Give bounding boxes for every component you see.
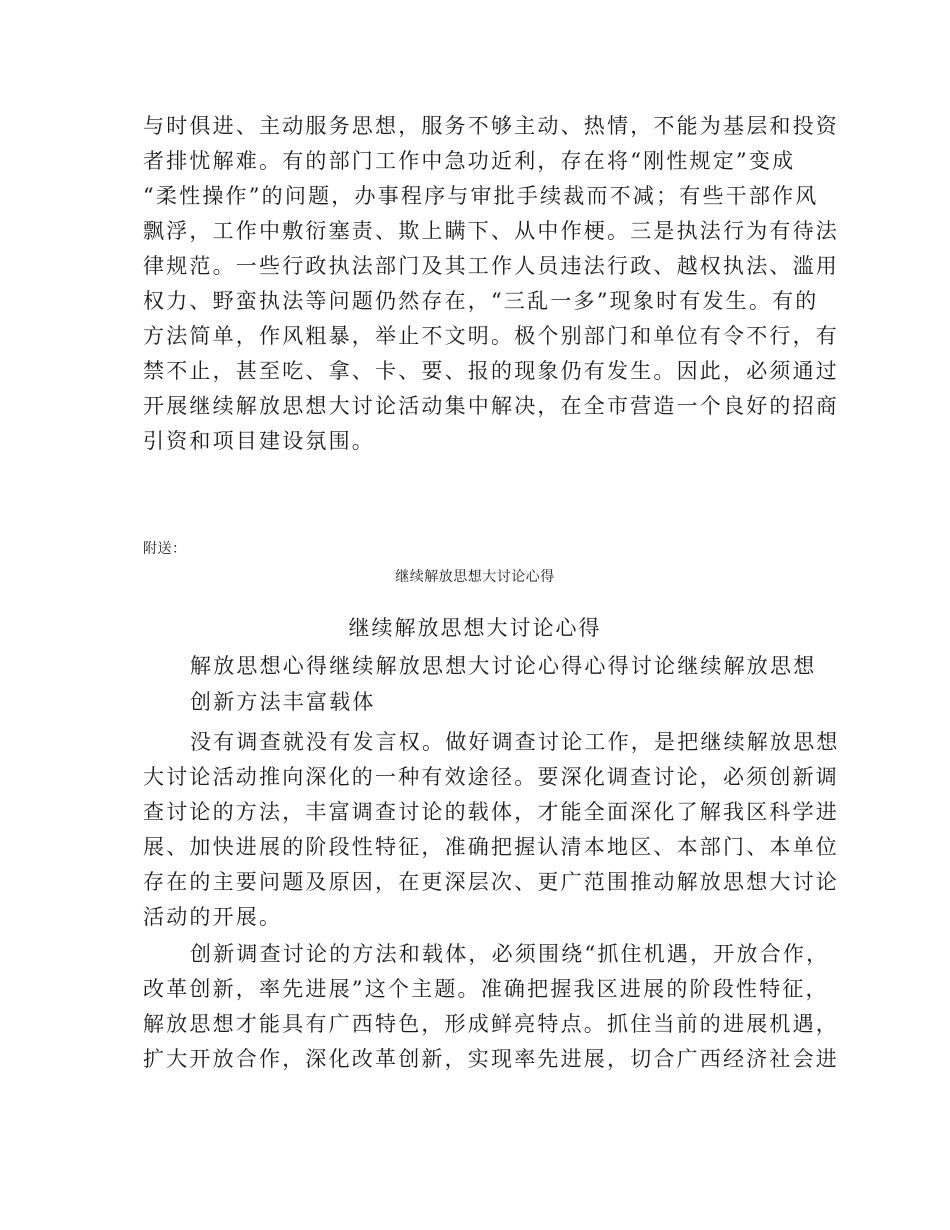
attachment-small-title: 继续解放思想大讨论心得	[395, 569, 555, 585]
top-paragraph-line: 禁不止，甚至吃、拿、卡、要、报的现象仍有发生。因此，必须通过	[143, 359, 839, 383]
paragraph2-line: 扩大开放合作，深化改革创新，实现率先进展，切合广西经济社会进	[143, 1047, 839, 1071]
top-paragraph-line: 飘浮，工作中敷衍塞责、欺上瞒下、从中作梗。三是执法行为有待法	[143, 219, 839, 243]
paragraph1-line: 存在的主要问题及原因，在更深层次、更广范围推动解放思想大讨论	[143, 870, 839, 894]
article-title: 继续解放思想大讨论心得	[348, 616, 602, 640]
top-paragraph-line: “柔性操作”的问题，办事程序与审批手续裁而不减；有些干部作风	[143, 184, 819, 208]
paragraph2-line: 解放思想才能具有广西特色，形成鲜亮特点。抓住当前的进展机遇，	[143, 1012, 839, 1036]
keywords-line: 创新方法丰富载体	[190, 690, 376, 714]
paragraph1-line: 展、加快进展的阶段性特征，准确把握认清本地区、本部门、本单位	[143, 835, 839, 859]
top-paragraph-line: 律规范。一些行政执法部门及其工作人员违法行政、越权执法、滥用	[143, 254, 839, 278]
top-paragraph-line: 引资和项目建设氛围。	[143, 429, 375, 453]
top-paragraph-line: 权力、野蛮执法等问题仍然存在，“三乱一多”现象时有发生。有的	[143, 289, 819, 313]
keywords-line: 解放思想心得继续解放思想大讨论心得心得讨论继续解放思想	[190, 654, 817, 678]
top-paragraph-line: 者排忧解难。有的部门工作中急功近利，存在将“刚性规定”变成	[143, 149, 796, 173]
paragraph1-line: 活动的开展。	[143, 905, 283, 929]
attachment-label: 附送：	[143, 541, 187, 557]
paragraph2-line: 改革创新，率先进展”这个主题。准确把握我区进展的阶段性特征，	[143, 977, 829, 1001]
paragraph1-line: 大讨论活动推向深化的一种有效途径。要深化调查讨论，必须创新调	[143, 765, 839, 789]
top-paragraph-line: 方法简单，作风粗暴，举止不文明。极个别部门和单位有令不行，有	[143, 324, 839, 348]
paragraph2-line: 创新调查讨论的方法和载体，必须围绕“抓住机遇，开放合作，	[190, 942, 830, 966]
paragraph1-line: 没有调查就没有发言权。做好调查讨论工作，是把继续解放思想	[190, 730, 840, 754]
paragraph1-line: 查讨论的方法，丰富调查讨论的载体，才能全面深化了解我区科学进	[143, 800, 839, 824]
top-paragraph-line: 开展继续解放思想大讨论活动集中解决，在全市营造一个良好的招商	[143, 394, 839, 418]
top-paragraph-line: 与时俱进、主动服务思想，服务不够主动、热情，不能为基层和投资	[143, 114, 839, 138]
